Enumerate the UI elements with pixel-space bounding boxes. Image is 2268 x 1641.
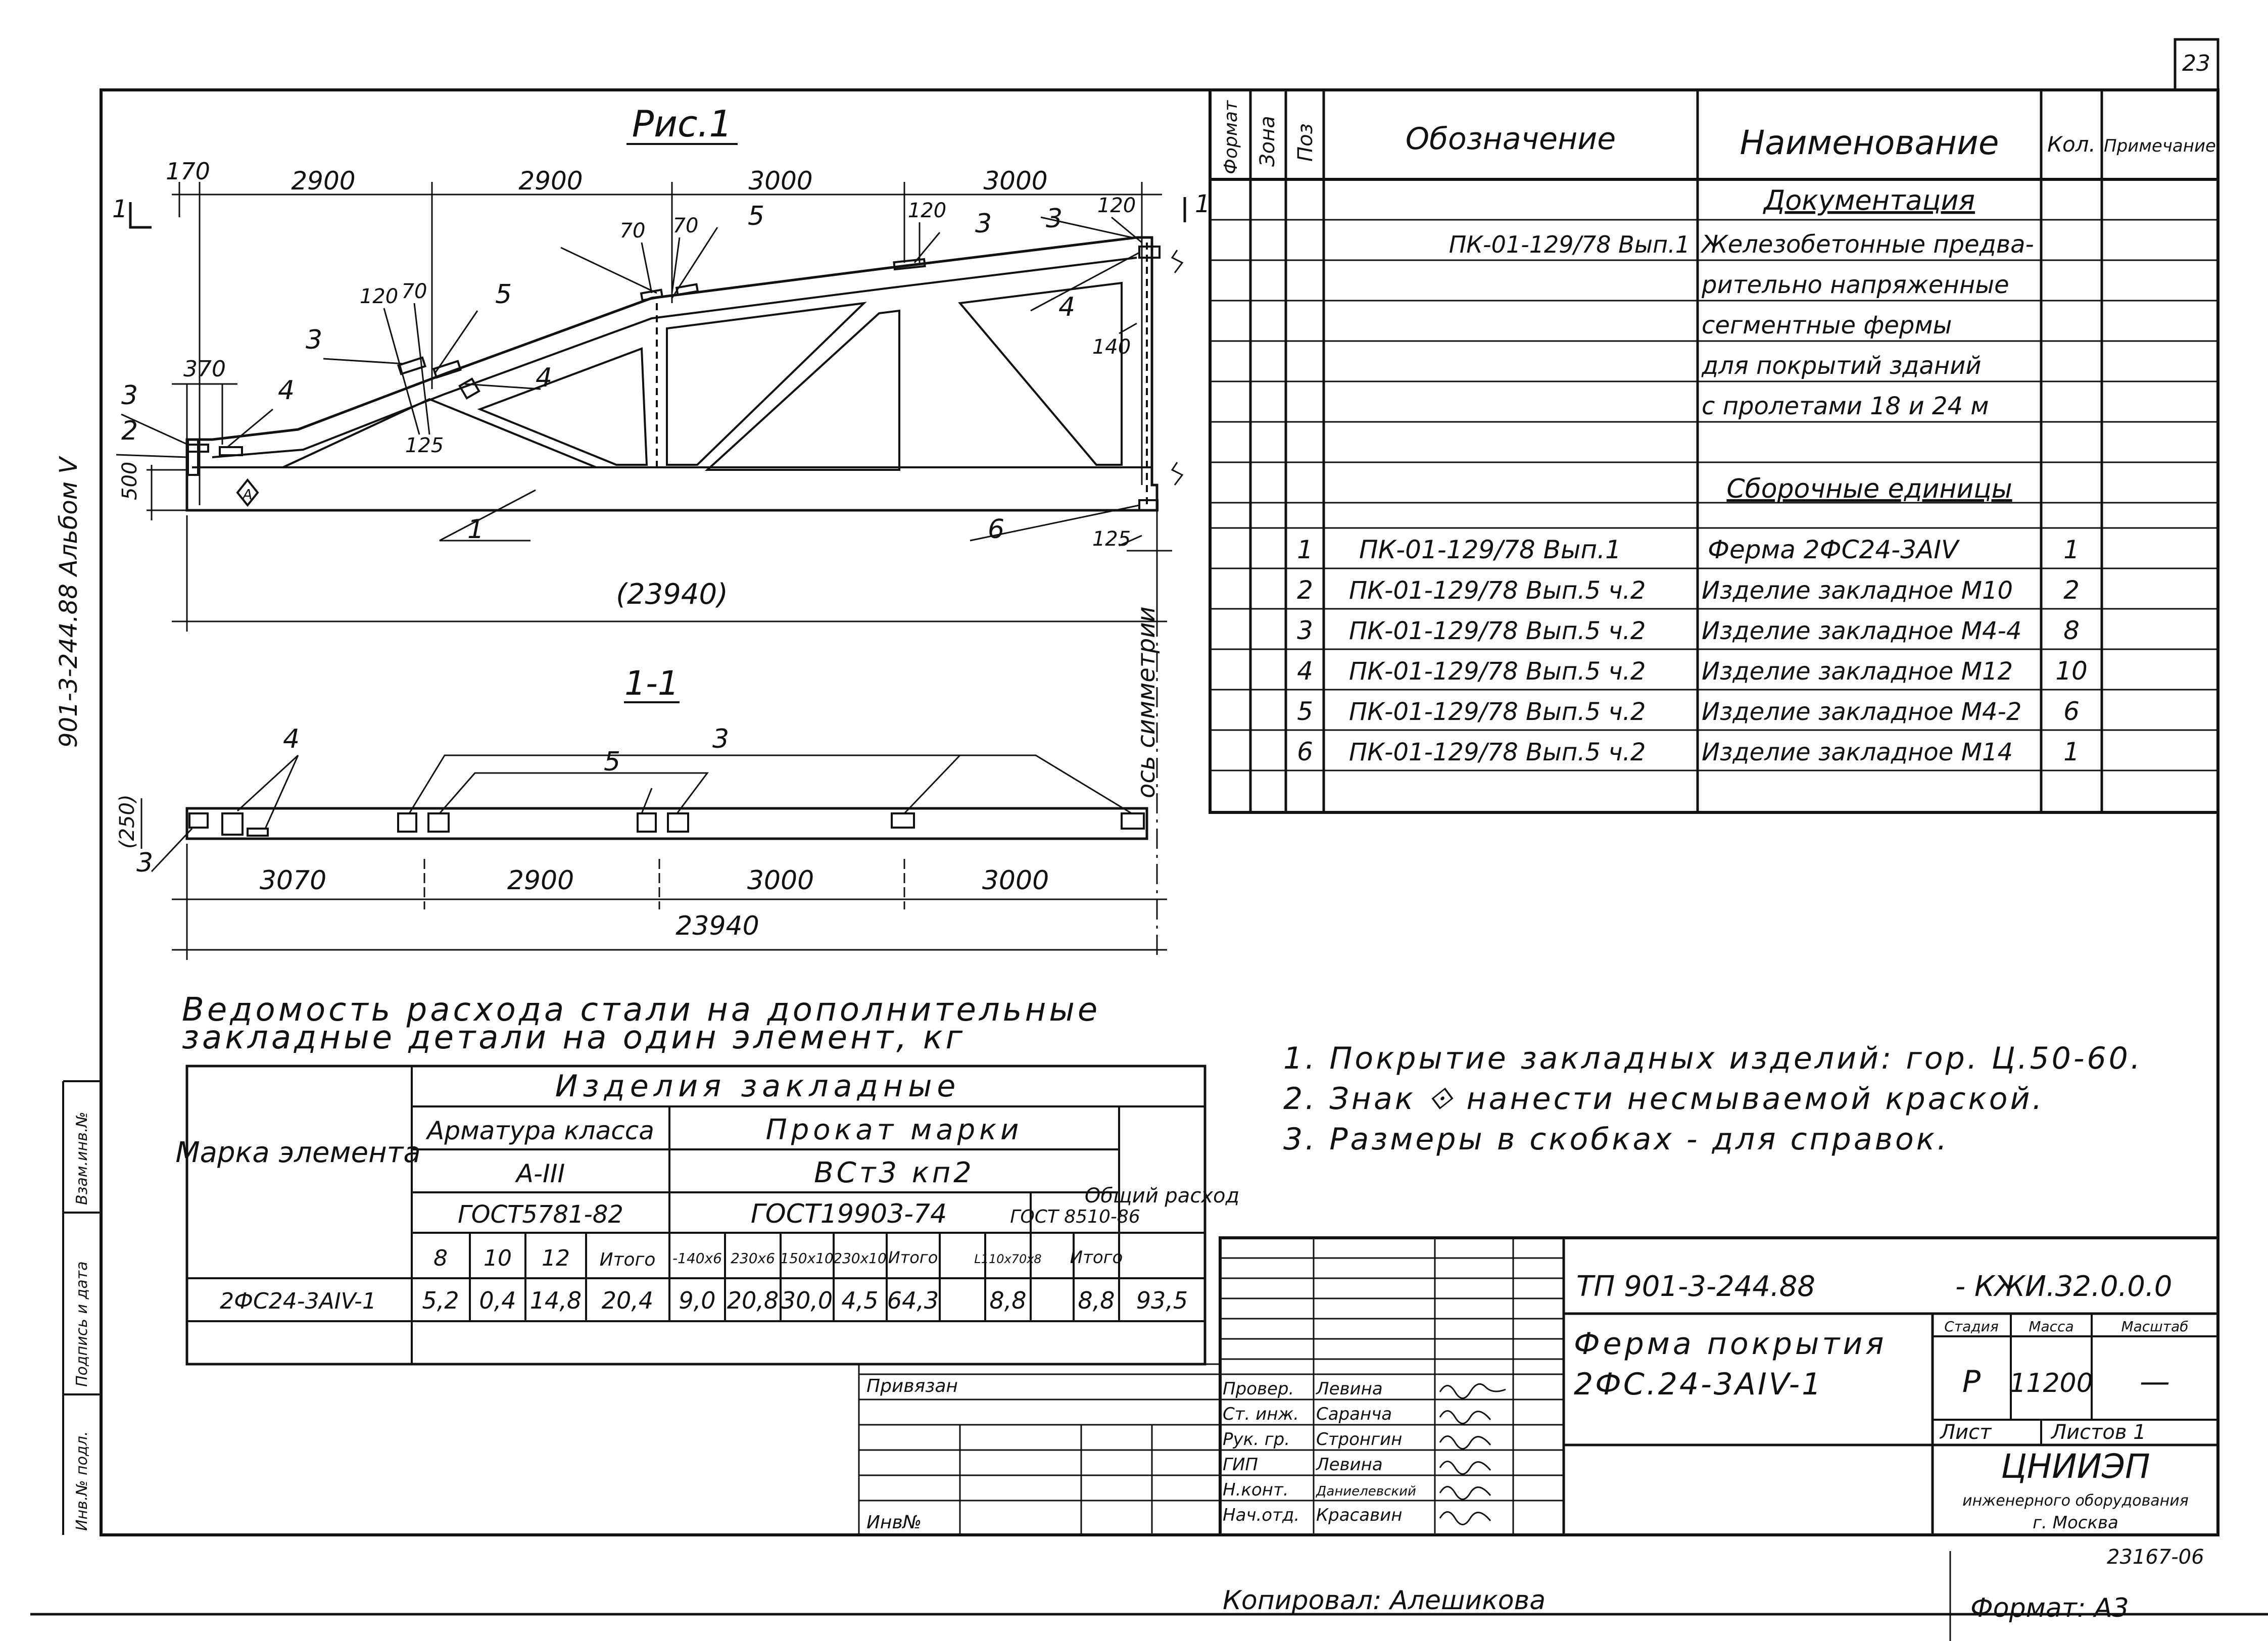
drawing-title-1: Ферма покрытия <box>1574 1326 1887 1362</box>
spec-pos: 4 <box>1297 656 1313 686</box>
spec-qty: 1 <box>2063 535 2080 564</box>
symmetry-axis-label: ось симметрии <box>1132 606 1161 798</box>
dim-70-b: 70 <box>672 214 699 237</box>
spec-designation: ПК-01-129/78 Вып.1 <box>1359 535 1621 564</box>
staff-name: Саранча <box>1316 1404 1392 1424</box>
dim-70-a: 70 <box>619 219 646 243</box>
title-block <box>859 1238 2218 1535</box>
staff-role: Провер. <box>1223 1379 1294 1399</box>
spec-qty: 2 <box>2063 575 2080 605</box>
staff-role: Нач.отд. <box>1223 1505 1300 1525</box>
part-1: 1 <box>467 514 485 545</box>
spec-header-format: Формат <box>1221 100 1241 174</box>
leader-lines <box>147 217 1172 551</box>
steel-col: Итого <box>888 1248 938 1267</box>
spec-header-name: Наименование <box>1740 123 1999 162</box>
title-block-grid <box>859 1238 1564 1535</box>
part-3-top: 3 <box>975 209 992 239</box>
part-4-right: 4 <box>1058 292 1076 322</box>
spec-doc-name-3: сегментные фермы <box>1702 311 1952 340</box>
spec-header-pos: Поз <box>1294 123 1317 162</box>
sheet-label: Лист <box>1940 1421 1992 1444</box>
stage-header: Стадия <box>1944 1318 1999 1335</box>
staff-role: Рук. гр. <box>1223 1429 1290 1450</box>
dim-125-a: 125 <box>405 434 444 457</box>
drawing-title-2: 2ФС.24-3АIV-1 <box>1574 1367 1823 1402</box>
spec-pos: 1 <box>1297 535 1313 564</box>
signature-marks <box>1440 1384 1506 1524</box>
spec-designation: ПК-01-129/78 Вып.5 ч.2 <box>1349 576 1646 605</box>
album-label: 901-3-244.88 Альбом V <box>55 457 83 748</box>
spec-doc-name-4: для покрытий зданий <box>1702 352 1982 380</box>
part-2: 2 <box>121 416 138 446</box>
spec-header-qty: Кол. <box>2047 132 2096 157</box>
steel-mark-header: Марка элемента <box>175 1136 421 1169</box>
spec-qty: 10 <box>2055 656 2088 686</box>
section-part-3-end: 3 <box>136 848 154 878</box>
spec-pos: 3 <box>1297 616 1313 645</box>
steel-cell: 64,3 <box>887 1287 939 1314</box>
spec-qty: 1 <box>2063 737 2080 766</box>
part-5-left: 5 <box>495 279 512 310</box>
org-name-2: инженерного оборудования <box>1962 1492 2189 1510</box>
stamp-inv-original: Инв.№ подл. <box>73 1431 91 1531</box>
dim-370: 370 <box>183 356 226 382</box>
steel-cell: 8,8 <box>989 1287 1027 1314</box>
section-height: (250) <box>116 794 139 849</box>
spec-pos: 2 <box>1297 575 1313 605</box>
spec-pos: 6 <box>1297 737 1313 766</box>
section-mark-right: 1 <box>1195 190 1211 218</box>
steel-total-header: Общий расход <box>1084 1184 1240 1208</box>
doc-code: - КЖИ.32.0.0.0 <box>1955 1270 2173 1303</box>
steel-col: Итого <box>1070 1247 1123 1268</box>
steel-cell: 8,8 <box>1078 1287 1115 1314</box>
staff-name: Красавин <box>1316 1505 1403 1525</box>
spec-header-zone: Зона <box>1256 116 1279 167</box>
embedded-plates <box>188 247 1160 510</box>
dim-120-b: 120 <box>359 285 399 308</box>
section-dim-3000-b: 3000 <box>982 865 1049 896</box>
part-5-top: 5 <box>748 201 765 231</box>
steel-rebar-class: А-III <box>516 1159 565 1188</box>
org-name: ЦНИИЭП <box>2001 1447 2150 1486</box>
spec-assembly-rows <box>1297 535 2088 766</box>
sheet-number: 23 <box>2182 51 2210 76</box>
steel-cell: 20,8 <box>727 1287 779 1314</box>
mass-header: Масса <box>2029 1318 2074 1335</box>
section-part-4: 4 <box>283 724 300 754</box>
spec-name: Изделие закладное М10 <box>1702 576 2013 605</box>
section-dim-3070: 3070 <box>259 865 327 896</box>
section-mark-left: 1 <box>112 195 128 223</box>
steel-col: 8 <box>433 1245 448 1271</box>
spec-header-designation: Обозначение <box>1405 121 1616 157</box>
part-4-mid: 4 <box>536 363 553 393</box>
spec-designation: ПК-01-129/78 Вып.5 ч.2 <box>1349 738 1646 766</box>
steel-rolled-header: Прокат марки <box>765 1114 1023 1146</box>
truss-top-chord-inner <box>212 258 1137 457</box>
stage-value: Р <box>1962 1364 1981 1399</box>
steel-row-mark: 2ФС24-3АIV-1 <box>220 1288 376 1314</box>
truss-panel-4 <box>707 311 899 470</box>
section-dim-3000-a: 3000 <box>747 865 814 896</box>
dim-2900-b: 2900 <box>518 166 583 196</box>
steel-col: 230х10 <box>833 1250 887 1267</box>
steel-col: 10 <box>484 1245 512 1271</box>
spec-table <box>1210 90 2218 812</box>
part-3-end: 3 <box>121 380 138 411</box>
steel-cell: 5,2 <box>422 1287 459 1314</box>
staff-name: Левина <box>1316 1455 1383 1475</box>
spec-name: Ферма 2ФС24-3АIV <box>1708 535 1959 564</box>
spec-name: Изделие закладное М12 <box>1702 657 2013 686</box>
spec-row-lines <box>1210 220 2218 770</box>
dim-140: 140 <box>1092 335 1131 359</box>
stamp-sign-date: Подпись и дата <box>73 1261 91 1387</box>
part-3-mid: 3 <box>306 325 323 355</box>
dim-3000-a: 3000 <box>748 166 813 196</box>
note-2: 2. Знак ⟐ нанести несмываемой краской. <box>1283 1081 2045 1117</box>
section-dim-ticks <box>187 844 904 960</box>
steel-column-headers <box>433 1245 1123 1271</box>
format-label: Формат: А3 <box>1970 1593 2129 1623</box>
staff-role: Н.конт. <box>1223 1480 1289 1500</box>
stamp-replace-inv: Взам.инв.№ <box>73 1112 91 1205</box>
spec-designation: ПК-01-129/78 Вып.5 ч.2 <box>1349 698 1646 726</box>
part-label-leaders <box>116 217 1139 541</box>
steel-caption-1: Ведомость расхода стали на дополнительные <box>182 991 1101 1029</box>
steel-rebar-gost: ГОСТ5781-82 <box>458 1200 623 1229</box>
spec-doc-name-5: с пролетами 18 и 24 м <box>1702 392 1989 420</box>
staff-name: Левина <box>1316 1379 1383 1399</box>
section-part-5: 5 <box>604 747 621 777</box>
spec-designation: ПК-01-129/78 Вып.5 ч.2 <box>1349 657 1646 686</box>
spec-designation: ПК-01-129/78 Вып.5 ч.2 <box>1349 617 1646 645</box>
scale-header: Масштаб <box>2121 1318 2189 1335</box>
spec-name: Изделие закладное М14 <box>1702 738 2013 766</box>
project-code: ТП 901-3-244.88 <box>1576 1270 1815 1303</box>
part-6: 6 <box>988 514 1005 545</box>
sign-symbol <box>237 480 258 505</box>
steel-col: Итого <box>599 1249 656 1270</box>
staff-name: Даниелевский <box>1316 1484 1416 1499</box>
steel-rebar-header: Арматура класса <box>427 1116 654 1145</box>
steel-caption-2: закладные детали на один элемент, кг <box>182 1019 966 1056</box>
steel-rolled-gost: ГОСТ19903-74 <box>750 1199 947 1229</box>
section-dim-2900: 2900 <box>507 865 574 896</box>
steel-table <box>175 1066 1239 1364</box>
steel-cell: 9,0 <box>679 1287 716 1314</box>
dim-170: 170 <box>166 158 210 185</box>
steel-col: L110х70х8 <box>974 1252 1042 1266</box>
overall-length: (23940) <box>616 578 728 611</box>
spec-section-assemblies: Сборочные единицы <box>1726 474 2012 504</box>
steel-col: 150х10 <box>780 1250 834 1267</box>
steel-rolled-grade: ВСт3 кп2 <box>814 1156 975 1189</box>
dim-2900-a: 2900 <box>291 166 356 196</box>
break-mark-bottom <box>1172 462 1182 485</box>
org-city: г. Москва <box>2033 1513 2118 1533</box>
spec-pos: 5 <box>1297 697 1313 726</box>
steel-row-total: 93,5 <box>1136 1287 1188 1314</box>
copied-by: Копировал: Алешикова <box>1223 1585 1546 1616</box>
steel-col: -140х6 <box>672 1250 722 1267</box>
spec-doc-designation: ПК-01-129/78 Вып.1 <box>1449 231 1690 258</box>
steel-data-row <box>220 1287 1188 1314</box>
part-4-left: 4 <box>278 375 295 406</box>
dim-120-c: 120 <box>1097 194 1136 217</box>
note-3: 3. Размеры в скобках - для справок. <box>1283 1122 1950 1157</box>
break-mark-top <box>1172 250 1182 273</box>
steel-cell: 20,4 <box>601 1287 654 1314</box>
inv-label: Инв№ <box>866 1512 922 1533</box>
staff-role: ГИП <box>1223 1455 1258 1475</box>
dim-120-a: 120 <box>907 199 947 222</box>
spec-doc-name-1: Железобетонные предва- <box>1702 230 2034 259</box>
spec-name: Изделие закладное М4-2 <box>1702 698 2022 726</box>
top-dim-ticks <box>179 182 1142 505</box>
steel-cell: 4,5 <box>841 1287 879 1314</box>
spec-doc-name-2: рительно напряженные <box>1702 271 2009 299</box>
staff-rows <box>1223 1379 1416 1525</box>
figure-title: Рис.1 <box>632 103 733 145</box>
staff-role: Ст. инж. <box>1223 1404 1299 1424</box>
section-title: 1-1 <box>624 664 679 703</box>
truss-panel-2 <box>480 349 647 465</box>
spec-header-note: Примечание <box>2104 136 2216 156</box>
section-plates <box>189 813 1144 836</box>
steel-group-header: Изделия закладные <box>555 1069 961 1104</box>
part-3-right: 3 <box>1046 204 1063 234</box>
truss-panel-3 <box>667 303 864 465</box>
scale-value: — <box>2140 1364 2170 1399</box>
steel-cell: 14,8 <box>529 1287 582 1314</box>
dim-500: 500 <box>118 461 141 500</box>
archive-number: 23167-06 <box>2107 1546 2204 1569</box>
spec-name: Изделие закладное М4-4 <box>1702 617 2022 645</box>
dim-70-c: 70 <box>401 280 427 303</box>
dim-3000-b: 3000 <box>983 166 1048 196</box>
sign-symbol-letter: A <box>243 486 253 503</box>
steel-cell: 30,0 <box>781 1287 833 1314</box>
mass-value: 11200 <box>2009 1368 2093 1398</box>
truss-panel-5 <box>960 283 1122 465</box>
section-total: 23940 <box>675 911 759 941</box>
dim-125-b: 125 <box>1092 527 1131 551</box>
steel-cell: 0,4 <box>479 1287 516 1314</box>
section-leaders <box>152 755 1132 872</box>
steel-angle-gost: ГОСТ 8510-86 <box>1010 1206 1140 1227</box>
note-1: 1. Покрытие закладных изделий: гор. Ц.50-60. <box>1283 1041 2143 1076</box>
spec-section-docs: Документация <box>1764 184 1975 216</box>
bound-label: Привязан <box>866 1376 958 1396</box>
section-arrow-left <box>130 202 152 227</box>
spec-qty: 6 <box>2063 697 2080 726</box>
sheets-label: Листов 1 <box>2051 1421 2146 1444</box>
spec-qty: 8 <box>2063 616 2080 645</box>
section-part-3: 3 <box>712 724 730 754</box>
staff-name: Стронгин <box>1316 1429 1403 1450</box>
steel-col: 230х6 <box>731 1250 775 1267</box>
steel-col: 12 <box>542 1245 570 1271</box>
